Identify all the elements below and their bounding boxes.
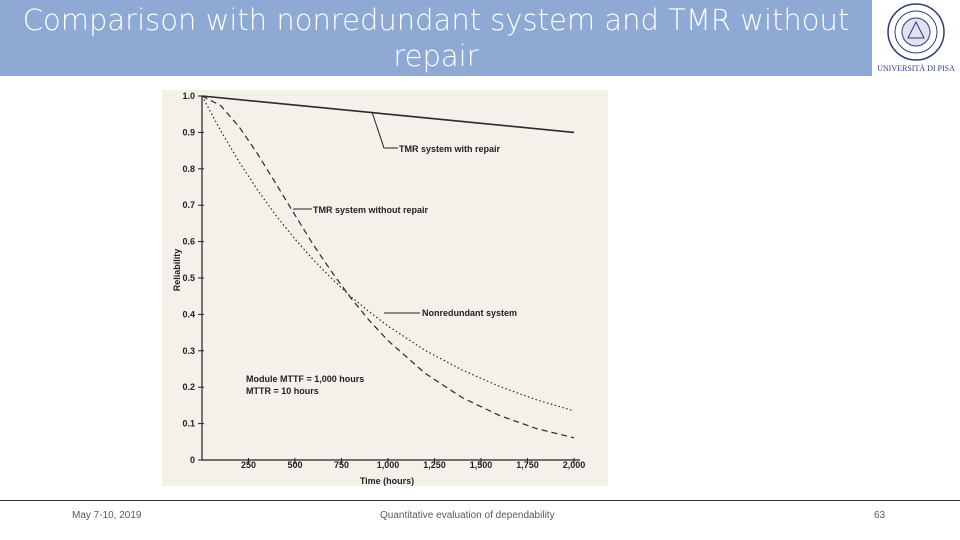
footer-topic: Quantitative evaluation of dependability bbox=[380, 510, 555, 521]
y-tick-label: 1.0 bbox=[182, 91, 195, 101]
y-tick-label: 0.1 bbox=[182, 418, 195, 429]
y-tick-label: 0.7 bbox=[182, 200, 195, 211]
callout-line-2 bbox=[294, 209, 312, 210]
y-tick-label: 0 bbox=[189, 455, 195, 465]
slide-title bbox=[0, 0, 872, 76]
y-tick-label: 0.2 bbox=[182, 382, 195, 393]
x-tick-label: 500 bbox=[287, 460, 303, 470]
x-tick-label: 1,500 bbox=[469, 460, 493, 470]
chart-svg bbox=[162, 90, 608, 486]
y-tick-label: 0.9 bbox=[182, 127, 195, 138]
x-tick-label: 750 bbox=[333, 460, 350, 470]
y-tick-label: 0.3 bbox=[182, 345, 195, 356]
y-tick-label: 0.4 bbox=[182, 309, 195, 320]
x-tick-label: 1,000 bbox=[376, 460, 400, 470]
x-tick-label: 250 bbox=[240, 460, 257, 470]
callout-label-2: TMR system without repair bbox=[313, 205, 429, 215]
page-number: 63 bbox=[874, 510, 886, 521]
footer-divider bbox=[0, 500, 960, 501]
slide-header bbox=[0, 0, 960, 76]
university-logo bbox=[872, 0, 960, 76]
note-mttf: Module MTTF = 1,000 hours bbox=[246, 374, 365, 384]
callout-line-1 bbox=[372, 112, 398, 148]
y-axis-title: Reliability bbox=[172, 248, 182, 292]
series-line-3 bbox=[202, 96, 574, 411]
y-tick-label: 0.8 bbox=[182, 163, 195, 174]
callout-label-3: Nonredundant system bbox=[422, 308, 518, 318]
y-tick-label: 0.6 bbox=[182, 236, 195, 247]
footer-date: May 7-10, 2019 bbox=[72, 510, 142, 521]
x-axis-title: Time (hours) bbox=[359, 476, 415, 486]
y-tick-label: 0.5 bbox=[182, 273, 195, 283]
note-mttr: MTTR = 10 hours bbox=[246, 386, 319, 396]
x-tick-label: 2,000 bbox=[562, 460, 586, 470]
reliability-chart bbox=[162, 90, 608, 486]
series-line-1 bbox=[202, 96, 574, 132]
logo-text: UNIVERSITÀ DI PISA bbox=[877, 64, 955, 73]
callout-label-1: TMR system with repair bbox=[399, 144, 501, 154]
x-tick-label: 1,250 bbox=[423, 460, 446, 470]
x-tick-label: 1,750 bbox=[516, 460, 539, 470]
slide-title-text: Comparison with nonredundant system and TMR without repair bbox=[22, 3, 850, 73]
